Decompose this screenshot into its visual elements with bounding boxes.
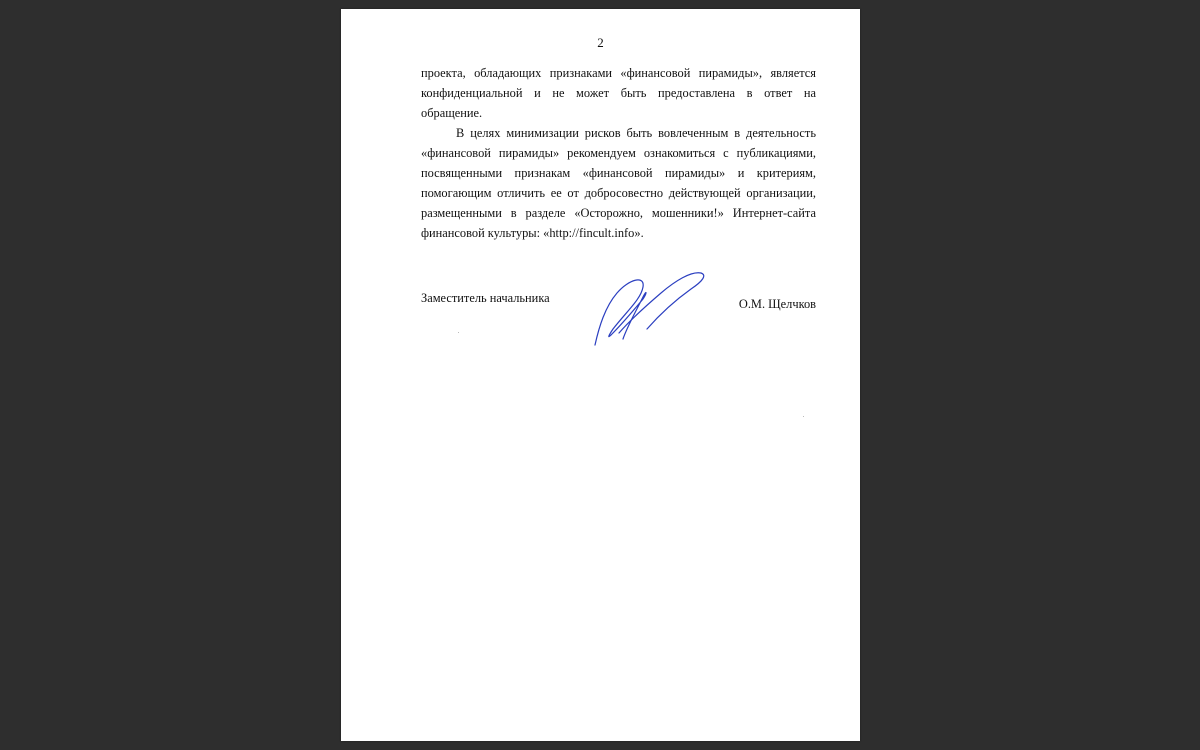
text-line: В целях минимизации рисков быть вовлеченным в деятельность xyxy=(456,126,816,140)
letter-body xyxy=(421,63,816,243)
text-line: «финансовой пирамиды» рекомендуем ознакомиться с публикациями, xyxy=(421,146,816,160)
document-page xyxy=(341,9,860,741)
text-line: помогающим отличить ее от добросовестно действующей организации, xyxy=(421,186,816,200)
scan-speck xyxy=(803,416,804,417)
paragraph-recommendation xyxy=(421,123,816,243)
paragraph-confidential xyxy=(421,63,816,123)
signature-block xyxy=(421,267,816,357)
page-number: 2 xyxy=(597,35,604,50)
scan-speck xyxy=(458,332,459,333)
text-line: размещенными в разделе «Осторожно, мошенники!» Интернет-сайта xyxy=(421,206,816,220)
text-line: проекта, обладающих признаками «финансовой пирамиды», является xyxy=(421,66,816,80)
text-line: финансовой культуры: «http://fincult.info». xyxy=(421,226,644,240)
signature-icon xyxy=(591,267,711,349)
signer-name: О.М. Щелчков xyxy=(738,297,816,311)
text-line: обращение. xyxy=(421,106,483,120)
signer-position: Заместитель начальника xyxy=(421,291,550,305)
text-line: посвященными признакам «финансовой пирамиды» и критериям, xyxy=(421,166,816,180)
text-line: конфиденциальной и не может быть предоставлена в ответ на xyxy=(421,86,816,100)
